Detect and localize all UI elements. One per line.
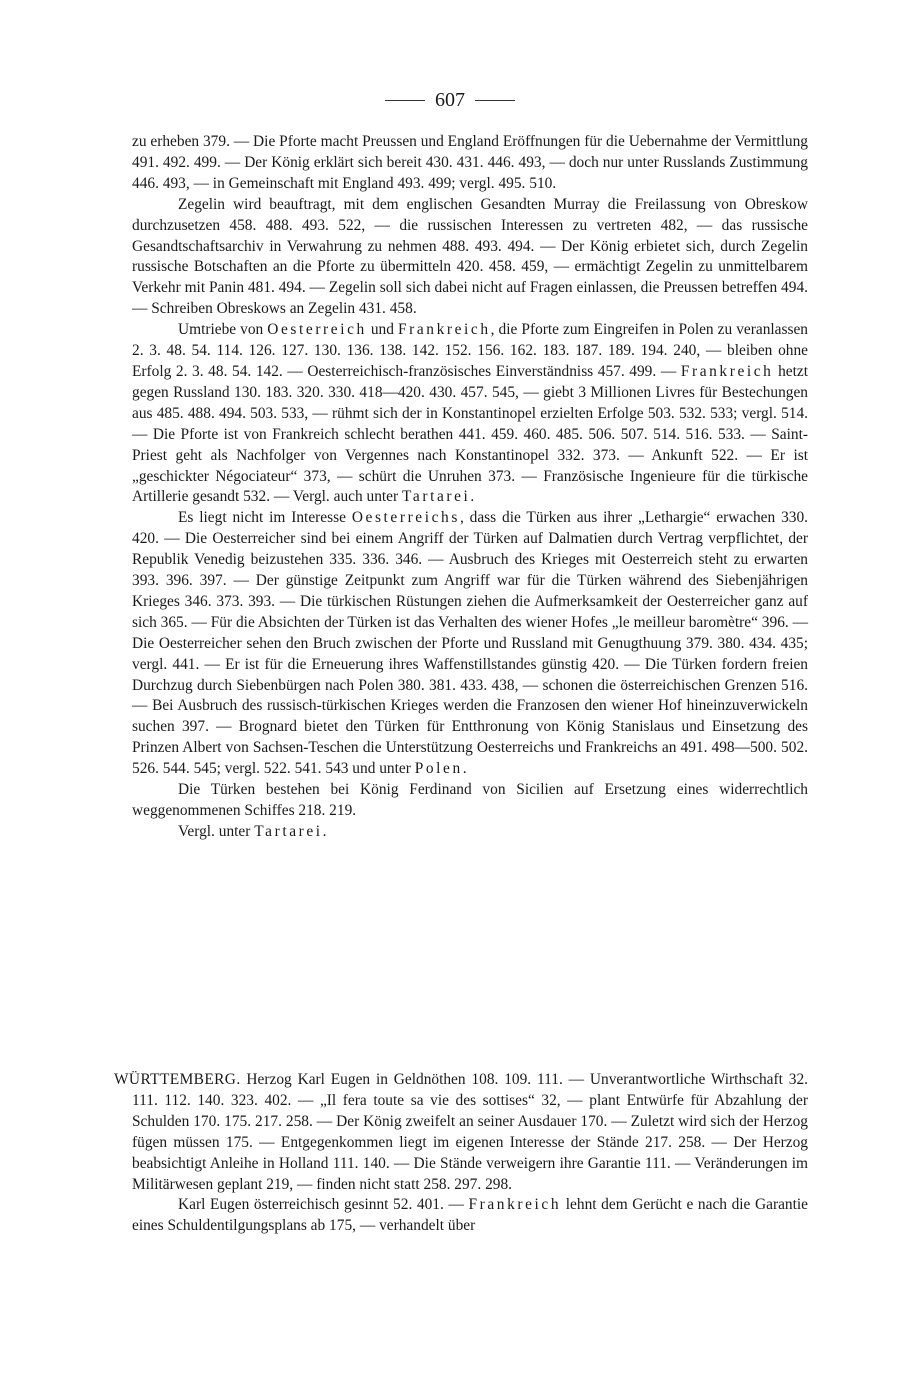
spaced-name: Polen: [414, 760, 463, 778]
spaced-name: Oesterreich: [267, 321, 367, 339]
header-rule-right: [475, 100, 515, 101]
paragraph-5: Die Türken bestehen bei König Ferdinand von Sicilien auf Ersetzung eines widerrechtlich weggenommenen Schiffes 218. 219.: [132, 781, 808, 819]
text-run: Umtriebe von: [178, 321, 268, 339]
spaced-name: Frankreich: [468, 1196, 562, 1214]
spaced-name: Tartarei: [254, 822, 323, 840]
paragraph-1: zu erheben 379. — Die Pforte macht Preussen und England Eröffnungen für die Uebernahme der Vermittlung 491. 492. 499. — Der König erklärt sich bereit 430. 431. 446. 493, — doch nur unter Russlands Zustimmung 446. 493, — in Gemeinschaft mit England 493. 499; vergl. 495. 510.: [132, 133, 808, 192]
paragraph-3: [132, 320, 808, 508]
text-run: .: [322, 822, 327, 840]
spaced-name: Frankreich: [680, 362, 774, 380]
text-run: .: [470, 488, 475, 506]
index-entry-wuerttemberg: [114, 1070, 808, 1237]
page-number: 607: [435, 88, 465, 111]
entry-first-paragraph: [114, 1070, 808, 1195]
paragraph-6: [132, 822, 808, 843]
index-text-block: [132, 132, 808, 843]
text-run: und: [366, 321, 398, 339]
text-run: lehnt dem Gerücht e nach die Garantie eines Schuldentilgungsplans ab 175, — verhandelt über: [132, 1196, 808, 1235]
text-run: Es liegt nicht im Interesse: [178, 509, 352, 527]
paragraph-2: Zegelin wird beauftragt, mit dem englischen Gesandten Murray die Freilassung von Obreskow durchzusetzen 458. 488. 493. 522, — die russischen Interessen zu vertreten 482, — das russische Gesandtschaftsarchiv in Verwahrung zu nehmen 488. 493. 494. — Der König erbietet sich, durch Zegelin russische Botschaften an die Pforte zu übermitteln 420. 458. 459, — ermächtigt Zegelin zu unmittelbarem Verkehr mit Panin 481. 494. — Zegelin soll sich dabei nicht auf Fragen einlassen, die Preussen betreffen 494. — Schreiben Obreskows an Zegelin 431. 458.: [132, 195, 808, 318]
text-run: , dass die Türken aus ihrer „Lethargie“ erwachen 330. 420. — Die Oesterreicher sind bei einem Angriff der Türken auf Dalmatien durch Vertrag verpflichtet, der Republik Venedig beizustehen 335. 336. 346. — Ausbruch des Krieges mit Oesterreich steht zu erwarten 393. 396. 397. — Der günstige Zeitpunkt zum Angriff war für die Türken während des Siebenjährigen Krieges 346. 373. 393. — Die türkischen Rüstungen ziehen die Aufmerksamkeit der Oesterreicher ganz auf sich 365. — Für die Absichten der Türken ist das Verhalten des wiener Hofes „le meilleur baromètre“ 396. — Die Oesterreicher sehen den Bruch zwischen der Pforte und Russland mit Genugthuung 379. 380. 434. 435; vergl. 441. — Er ist für die Erneuerung ihres Waffenstillstandes günstig 420. — Die Türken fordern freien Durchzug durch Siebenbürgen nach Polen 380. 381. 433. 438, — schonen die österreichischen Grenzen 516. — Bei Ausbruch des russisch-türkischen Krieges werden die Franzosen den wiener Hof hineinzuverwickeln suchen 397. — Brognard bietet den Türken für Entthronung von König Stanislaus und Einsetzung des Prinzen Albert von Sachsen-Teschen die Unterstützung Oesterreichs und Frankreichs an 491. 498—500. 502. 526. 544. 545; vergl. 522. 541. 543 und unter: [132, 509, 809, 778]
text-run: hetzt gegen Russland 130. 183. 320. 330. 418—420. 430. 457. 545, — giebt 3 Millionen Livres für Bestechungen aus 485. 488. 494. 503. 533, — rühmt sich der in Konstantinopel erzielten Erfolge 503. 532. 533; vergl. 514. — Die Pforte ist von Frankreich schlecht berathen 441. 459. 460. 485. 506. 507. 514. 516. 533. — Saint-Priest geht als Nachfolger von Vergennes nach Konstantinopel 332. 373. — Ankunft 522. — Er ist „geschickter Négociateur“ 373, — schürt die Unruhen 373. — Französische Ingenieure für die türkische Artillerie gesandt 532. — Vergl. auch unter: [132, 362, 808, 506]
paragraph-4: [132, 508, 808, 780]
spaced-name: Oesterreichs: [351, 509, 460, 527]
entry-headword: WÜRTTEMBERG.: [114, 1071, 241, 1088]
spaced-name: Tartarei: [401, 488, 471, 506]
page-header: [0, 88, 900, 112]
text-run: , die Pforte zum Eingreifen in Polen zu veranlassen 2. 3. 48. 54. 114. 126. 127. 130. 136. 138. 142. 152. 156. 162. 183. 187. 189. 194. 240, — bleiben ohne Erfolg 2. 3. 48. 54. 142. — Oesterreichisch-französisches Einverständniss 457. 499. —: [132, 321, 809, 380]
text-run: .: [462, 760, 467, 778]
entry-first-text: Herzog Karl Eugen in Geldnöthen 108. 109. 111. — Unverantwortliche Wirthschaft 32. 111. 112. 140. 323. 402. — „Il fera toute sa vie des sottises“ 32, — plant Entwürfe für Abzahlung der Schulden 170. 175. 217. 258. — Der König zweifelt an seiner Ausdauer 170. — Zuletzt wird sich der Herzog fügen müssen 175. — Entgegenkommen liegt im eigenen Interesse der Stände 217. 258. — Der Herzog beabsichtigt Anleihe in Holland 111. 140. — Die Stände verweigern ihre Garantie 111. — Veränderungen im Militärwesen geplant 219, — finden nicht statt 258. 297. 298.: [132, 1071, 808, 1193]
header-rule-left: [385, 100, 425, 101]
spaced-name: Frankreich: [397, 321, 491, 339]
entry-second-paragraph: [132, 1195, 808, 1237]
text-run: Karl Eugen österreichisch gesinnt 52. 401. —: [178, 1196, 469, 1214]
text-run: Vergl. unter: [178, 822, 255, 840]
